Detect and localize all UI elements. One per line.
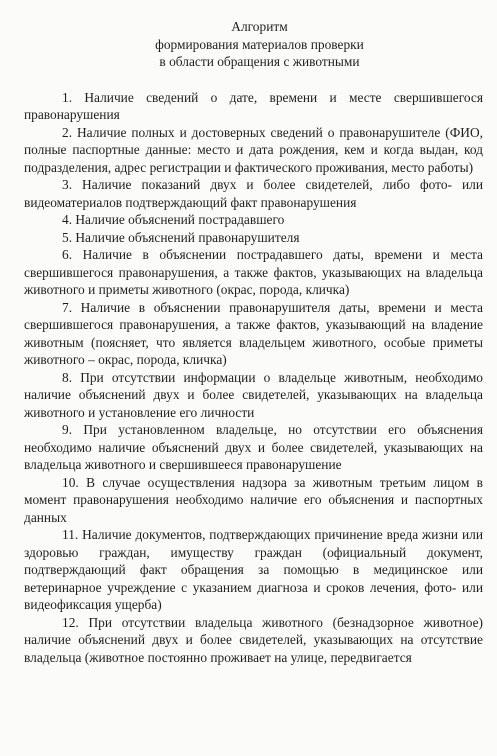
title-line-3: в области обращения с животными xyxy=(159,54,360,69)
list-item-6: 6. Наличие в объяснении пострадавшего даты, времени и места свершившегося правонарушения, а также фактов, указывающих на владельца животного и приметы животного (окрас, порода, кличка) xyxy=(24,247,483,297)
list-item-10: 10. В случае осуществления надзора за животным третьим лицом в момент правонарушения необходимо наличие его объяснения и паспортных данных xyxy=(24,474,483,525)
list-item-1: 1. Наличие сведений о дате, времени и месте свершившегося правонарушения xyxy=(24,89,483,122)
list-item-7: 7. Наличие в объяснении правонарушителя даты, времени и места свершившегося правонарушения, а также фактов, указывающий на владение животным (поясняет, что является владельцем животного, особые приметы животного – окрас, порода, кличка) xyxy=(24,299,483,367)
list-item-8: 8. При отсутствии информации о владельце животным, необходимо наличие объяснений двух и более свидетелей, указывающих на владельца животного и установление его личности xyxy=(24,369,483,420)
list-item-4: 4. Наличие объяснений пострадавшего xyxy=(62,212,285,227)
list-item-11: 11. Наличие документов, подтверждающих причинение вреда жизни или здоровью граждан, имуществу граждан (официальный документ, подтверждающий факт обращения за помощью в медицинское или ветеринарное учреждение с указанием диагноза и сроков лечения, фото- или видеофиксация ущерба) xyxy=(24,527,483,612)
document-title xyxy=(36,18,483,71)
list-item-3: 3. Наличие показаний двух и более свидетелей, либо фото- или видеоматериалов подтверждающий факт правонарушения xyxy=(24,177,483,210)
list-item-9: 9. При установленном владельце, но отсутствии его объяснения необходимо наличие объяснений двух и более свидетелей, указывающих на владельца животного и свершившееся правонарушение xyxy=(24,422,483,472)
title-line-2: формирования материалов проверки xyxy=(155,36,364,52)
list-item-5: 5. Наличие объяснений правонарушителя xyxy=(62,229,300,245)
list-item-12: 12. При отсутствии владельца животного (безнадзорное животное) наличие объяснений двух и более свидетелей, указывающих на отсутствие владельца (животное постоянно проживает на улице, передвигается xyxy=(24,614,483,665)
list-item-2: 2. Наличие полных и достоверных сведений о правонарушителе (ФИО, полные паспортные данные: место и дата рождения, кем и когда выдан, код подразделения, адрес регистрации и фактического проживания, место работы) xyxy=(24,124,483,175)
algorithm-list xyxy=(24,89,483,667)
title-line-1: Алгоритм xyxy=(231,19,288,34)
